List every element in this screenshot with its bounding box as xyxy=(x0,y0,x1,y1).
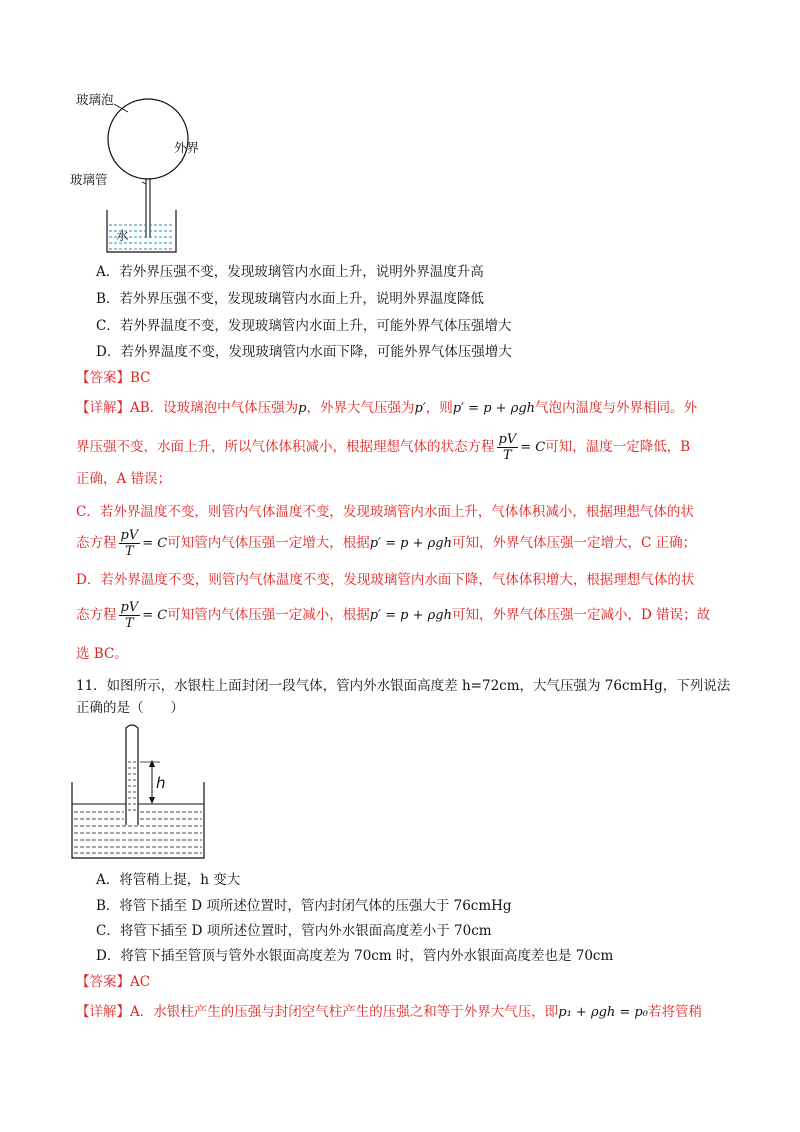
q10-detail-l1c: ，则 xyxy=(425,400,453,416)
label-h: h xyxy=(156,774,166,792)
q10-detail-l7b: 可知管内气体压强一定减小，根据 xyxy=(167,607,370,623)
q10-detail-l5b: 可知管内气体压强一定增大，根据 xyxy=(167,535,370,551)
q11-option-c: C．将管下插至 D 项所述位置时，管内外水银面高度差小于 70cm xyxy=(96,923,492,939)
q11-answer-value: AC xyxy=(130,974,151,990)
math-p-prime: p′ xyxy=(414,401,426,416)
q10-detail-line-4: C．若外界温度不变，则管内气体温度不变，发现玻璃管内水面上升，气体体积减小，根据理想气体的状 xyxy=(76,504,694,520)
q10-detail-line-1 xyxy=(76,398,697,419)
math-eq-c: = C xyxy=(142,608,168,623)
q10-option-a: A．若外界压强不变，发现玻璃管内水面上升，说明外界温度升高 xyxy=(96,264,484,280)
math-eq-p0: p₁ + ρgh = p₀ xyxy=(558,1005,648,1020)
fraction-pv-over-t xyxy=(497,432,519,463)
tube-shape xyxy=(126,725,138,825)
math-eq-p: p′ = p + ρgh xyxy=(369,608,452,623)
q10-detail-label: 【详解】 xyxy=(76,400,130,416)
math-eq-p: p′ = p + ρgh xyxy=(369,536,452,551)
q10-detail-l5a: 态方程 xyxy=(76,535,117,551)
q11-stem-line-2: 正确的是（ ） xyxy=(76,700,184,716)
q10-answer-label: 【答案】 xyxy=(76,370,130,386)
q10-detail-line-6: D．若外界温度不变，则管内气体温度不变，发现玻璃管内水面下降，气体体积增大，根据理想气体的状 xyxy=(76,572,695,588)
fraction-numerator: pV xyxy=(120,528,139,543)
fraction-numerator: pV xyxy=(498,432,517,447)
fraction-numerator: pV xyxy=(120,600,139,615)
label-outside: 外界 xyxy=(174,140,200,155)
q10-option-d: D．若外界温度不变，发现玻璃管内水面下降，可能外界气体压强增大 xyxy=(96,344,512,360)
q10-detail-line-2 xyxy=(76,432,690,463)
q10-detail-line-8: 选 BC。 xyxy=(76,646,128,662)
q11-answer xyxy=(76,972,150,992)
q10-answer xyxy=(76,368,151,388)
q11-detail-b: 若将管稍 xyxy=(647,1004,702,1020)
q11-detail-line-1 xyxy=(76,1002,702,1023)
q10-detail-line-5 xyxy=(76,528,696,559)
q11-option-d: D．将管下插至管顶与管外水银面高度差为 70cm 时，管内外水银面高度差也是 70cm xyxy=(96,948,614,964)
q10-option-b: B．若外界压强不变，发现玻璃管内水面上升，说明外界温度降低 xyxy=(96,291,484,307)
fraction-denominator: T xyxy=(125,616,134,631)
q11-answer-label: 【答案】 xyxy=(76,974,130,990)
q10-detail-l1a: AB．设玻璃泡中气体压强为 xyxy=(130,400,299,416)
q10-detail-l7c: 可知，外界气体压强一定减小，D 错误；故 xyxy=(451,607,711,623)
figure-glass-bulb xyxy=(60,86,220,258)
fraction-pv-over-t-2 xyxy=(119,528,141,559)
figure-mercury-tube xyxy=(70,722,210,862)
label-water: 水 xyxy=(116,228,129,243)
label-tube: 玻璃管 xyxy=(70,172,108,187)
q11-option-a: A．将管稍上提，h 变大 xyxy=(96,872,241,888)
label-bulb: 玻璃泡 xyxy=(76,92,114,107)
fraction-denominator: T xyxy=(503,448,512,463)
q10-detail-l1d: 气泡内温度与外界相同。外 xyxy=(535,400,698,416)
q10-detail-l1b: ，外界大气压强为 xyxy=(306,400,415,416)
q11-stem-line-1: 11．如图所示，水银柱上面封闭一段气体，管内外水银面高度差 h=72cm，大气压强为 76cmHg，下列说法 xyxy=(76,678,731,694)
q10-detail-l5c: 可知，外界气体压强一定增大，C 正确； xyxy=(451,535,697,551)
fraction-denominator: T xyxy=(125,544,134,559)
math-eq-c: = C xyxy=(520,440,546,455)
math-p: p xyxy=(298,401,307,416)
fraction-pv-over-t-3 xyxy=(119,600,141,631)
q10-detail-l2a: 界压强不变，水面上升，所以气体体积减小，根据理想气体的状态方程 xyxy=(76,439,495,455)
math-eq-c: = C xyxy=(142,536,168,551)
q10-detail-line-3: 正确，A 错误； xyxy=(76,471,172,487)
q11-detail-a: A．水银柱产生的压强与封闭空气柱产生的压强之和等于外界大气压，即 xyxy=(130,1004,559,1020)
q11-detail-label: 【详解】 xyxy=(76,1004,130,1020)
q10-answer-value: BC xyxy=(130,370,151,386)
math-eq-p: p′ = p + ρgh xyxy=(452,401,536,416)
q11-option-b: B．将管下插至 D 项所述位置时，管内封闭气体的压强大于 76cmHg xyxy=(96,898,512,914)
q10-detail-l2b: 可知，温度一定降低，B xyxy=(545,439,691,455)
q10-option-c: C．若外界温度不变，发现玻璃管内水面上升，可能外界气体压强增大 xyxy=(96,318,512,334)
q10-detail-l7a: 态方程 xyxy=(76,607,117,623)
q10-detail-line-7 xyxy=(76,600,710,631)
glass-bulb-shape xyxy=(108,99,188,179)
